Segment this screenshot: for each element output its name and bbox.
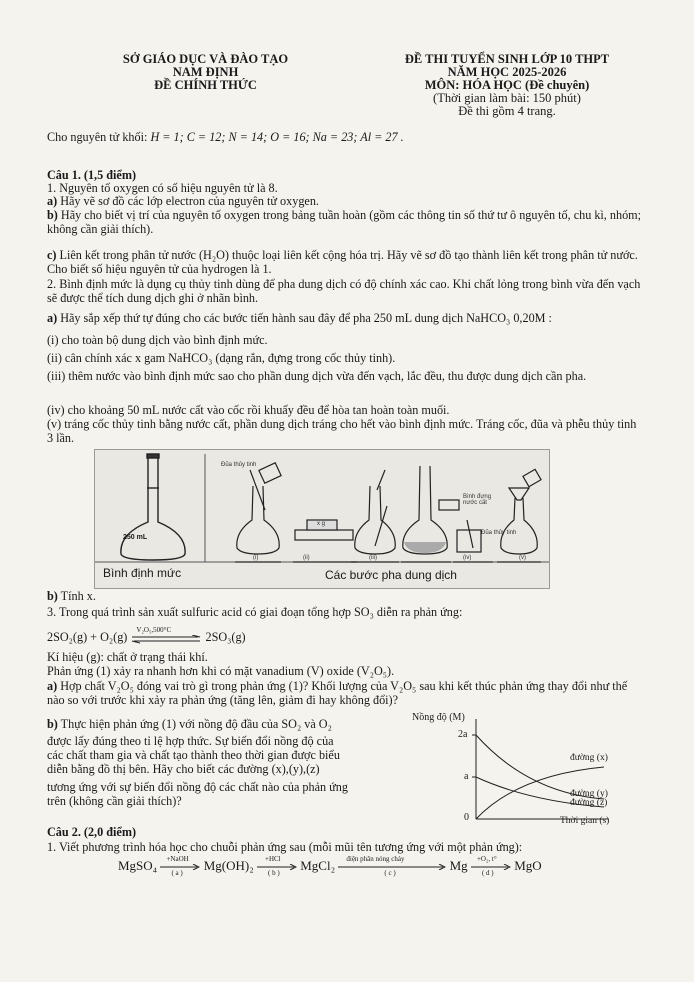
concentration-chart xyxy=(408,712,628,827)
ytick-0: 0 xyxy=(464,812,469,823)
arrow-icon xyxy=(471,864,511,870)
step-i: (i) cho toàn bộ dung dịch vào bình định mức. xyxy=(47,333,268,347)
arrow-c-label: ( c ) xyxy=(384,869,396,878)
caption-flask: Bình định mức xyxy=(103,566,182,580)
wash-bottle xyxy=(439,500,459,510)
q1-1c: c) Liên kết trong phân tử nước (H₂O) thuộc loại liên kết cộng hóa trị. Hãy vẽ sơ đồ tạo thành liên kết trong phân tử nước. Cho biết số hiệu nguyên tử của hydrogen là 1. xyxy=(47,248,638,276)
arrow-c-reagent: điện phân nóng chảy xyxy=(346,855,405,864)
chain-mgo: MgO xyxy=(514,858,542,873)
balance-reading: x g xyxy=(317,521,326,527)
chart-ylabel: Nồng độ (M) xyxy=(412,712,465,723)
q1-3b-line2: được lấy đúng theo tỉ lệ hợp thức. Sự biến đổi nồng độ của xyxy=(47,734,334,748)
chain-arrow-b xyxy=(257,855,297,878)
q1-1a: a) Hãy vẽ sơ đồ các lớp electron của nguyên tử oxygen. xyxy=(47,194,319,208)
step-i-beaker xyxy=(259,463,281,483)
arrow-icon xyxy=(257,864,297,870)
official-label: ĐỀ CHÍNH THỨC xyxy=(154,78,257,92)
label-line-z: đường (z) xyxy=(570,798,608,808)
reaction-1 xyxy=(47,626,246,645)
q1-3b-line3: các chất tham gia và chất tạo thành theo thời gian được biểu xyxy=(47,748,340,762)
step-label-i: (i) xyxy=(253,555,259,561)
arrow-b-reagent: +HCl xyxy=(265,855,281,864)
atomic-masses-values: H = 1; C = 12; N = 14; O = 16; Na = 23; Al = 27 . xyxy=(150,130,404,144)
header-right xyxy=(362,53,652,118)
reaction-condition: V₂O₅,500°C xyxy=(136,626,172,635)
q2-part1: 1. Viết phương trình hóa học cho chuỗi phản ứng sau (mỗi mũi tên tương ứng với một phản ứng): xyxy=(47,840,523,854)
step-v: (v) tráng cốc thủy tinh bằng nước cất, phần dung dịch tráng cho hết vào bình định mức. Tráng cốc, đũa và phễu thủy tinh 3 lần. xyxy=(47,417,637,445)
stirring-rod-label: Đũa thủy tinh xyxy=(221,462,257,468)
note-gas: Kí hiệu (g): chất ở trạng thái khí. xyxy=(47,650,208,664)
q1-3b-line4: diễn bằng đồ thị bên. Hãy cho biết các đường (x),(y),(z) xyxy=(47,762,320,776)
arrow-d-label: ( d ) xyxy=(481,869,494,878)
q1-3b-line1: b) Thực hiện phản ứng (1) với nồng độ đầu của SO₂ và O₂ xyxy=(47,717,332,731)
wash-bottle-label: Bình đựng nước cất xyxy=(463,494,492,506)
school-year: NĂM HỌC 2025-2026 xyxy=(447,65,567,79)
q1-part1: 1. Nguyên tố oxygen có số hiệu nguyên tử là 8. xyxy=(47,181,278,195)
time-limit: (Thời gian làm bài: 150 phút) xyxy=(433,91,581,105)
ytick-2a: 2a xyxy=(458,729,468,740)
reaction-arrow xyxy=(130,626,202,644)
arrow-icon xyxy=(160,864,200,870)
q1-part2: 2. Bình định mức là dụng cụ thủy tinh dùng để pha dung dịch có độ chính xác cao. Khi chất lỏng trong bình vừa đến vạch sẽ được thể tích dung dịch ghi ở nhãn bình. xyxy=(47,277,641,305)
exam-title: ĐỀ THI TUYỂN SINH LỚP 10 THPT xyxy=(404,52,610,66)
q1-1b: b) Hãy cho biết vị trí của nguyên tố oxygen trong bảng tuần hoàn (gồm các thông tin số thứ tư ô nguyên tố, chu kì, nhóm; không cần giải thích). xyxy=(47,208,642,236)
step-label-ii: (ii) xyxy=(303,555,310,561)
dropper xyxy=(377,470,385,490)
chain-arrow-a xyxy=(160,855,200,878)
volumetric-flask-drawing xyxy=(121,454,185,560)
q1-title: Câu 1. (1,5 điểm) xyxy=(47,168,137,182)
reaction-right: 2SO₃(g) xyxy=(205,630,246,644)
chain-arrow-d xyxy=(471,855,511,878)
arrow-a-label: ( a ) xyxy=(171,869,183,878)
label-line-y: đường (y) xyxy=(570,789,608,799)
department: SỞ GIÁO DỤC VÀ ĐÀO TẠO xyxy=(122,52,289,66)
caption-steps: Các bước pha dung dịch xyxy=(325,568,457,582)
reaction-left: 2SO₂(g) + O₂(g) xyxy=(47,630,128,644)
rod-label: Đũa thủy tinh xyxy=(481,530,517,536)
chain-mgso4: MgSO₄ xyxy=(118,858,158,873)
chart-xlabel: Thời gian (s) xyxy=(560,816,610,826)
atomic-masses xyxy=(47,131,404,144)
step-iii-flask xyxy=(355,486,395,554)
step-label-iv: (iv) xyxy=(463,555,472,561)
step-iii: (iii) thêm nước vào bình định mức sao cho phần dung dịch vừa đến vạch, lắc đều, thu được dung dịch cần pha. xyxy=(47,369,587,383)
step-v-flask xyxy=(501,498,537,554)
header-left xyxy=(98,53,313,92)
chain-mgcl2: MgCl₂ xyxy=(300,858,336,873)
reaction-chain xyxy=(118,855,542,878)
chain-mg: Mg xyxy=(449,858,468,873)
dilution-figure xyxy=(94,449,550,589)
q1-2a: a) Hãy sắp xếp thứ tự đúng cho các bước tiến hành sau đây để pha 250 mL dung dịch NaHCO₃ 0,20M : xyxy=(47,311,552,325)
q1-2b: b) Tính x. xyxy=(47,589,96,603)
step-iv-beaker xyxy=(457,530,481,552)
page-count: Đề thi gồm 4 trang. xyxy=(458,104,556,118)
equilibrium-arrow-icon xyxy=(130,635,202,644)
concentration-plot xyxy=(408,715,628,827)
note-vanadium: Phản ứng (1) xảy ra nhanh hơn khi có mặt vanadium (V) oxide (V₂O₅). xyxy=(47,664,395,678)
step-label-v: (v) xyxy=(519,555,526,561)
step-i-flask xyxy=(237,486,279,554)
province: NAM ĐỊNH xyxy=(172,65,239,79)
ytick-a: a xyxy=(464,771,469,782)
flask-volume-label: 250 mL xyxy=(123,534,148,541)
step-iv-rod xyxy=(467,520,473,548)
arrow-icon xyxy=(338,864,446,870)
step-ii: (ii) cân chính xác x gam NaHCO₃ (dạng rắn, đựng trong cốc thủy tinh). xyxy=(47,351,396,365)
label-line-x: đường (x) xyxy=(570,753,608,763)
q1-3b-line5: tương ứng với sự biến đổi nồng độ các chất nào của phản ứng xyxy=(47,780,348,794)
q2-title: Câu 2. (2,0 điểm) xyxy=(47,825,137,839)
step-iv: (iv) cho khoảng 50 mL nước cất vào cốc rồi khuấy đều để hòa tan hoàn toàn muối. xyxy=(47,403,450,417)
q1-3a: a) Hợp chất V₂O₅ đóng vai trò gì trong phản ứng (1)? Khối lượng của V₂O₅ sau khi kết thúc phản ứng thay đổi như thế nào so với trước khi xảy ra phản ứng (tăng lên, giảm đi hay không đổi)? xyxy=(47,679,628,707)
atomic-masses-label: Cho nguyên tử khối: xyxy=(47,130,148,144)
arrow-b-label: ( b ) xyxy=(268,869,280,878)
arrow-a-reagent: +NaOH xyxy=(166,855,189,864)
q1-part3: 3. Trong quá trình sản xuất sulfuric acid có giai đoạn tổng hợp SO₃ diễn ra phản ứng: xyxy=(47,605,463,619)
subject: MÔN: HÓA HỌC (Đề chuyên) xyxy=(424,78,590,92)
q1-3b-line6: trên (không cần giải thích)? xyxy=(47,794,182,808)
step-label-iii: (iii) xyxy=(369,555,377,561)
chain-mgoh2: Mg(OH)₂ xyxy=(203,858,254,873)
step-v-beaker xyxy=(523,469,541,486)
balance-base xyxy=(295,530,353,540)
chain-arrow-c xyxy=(338,855,446,878)
step-drawings xyxy=(235,463,541,562)
funnel xyxy=(509,488,529,500)
arrow-d-reagent: +O₂, t° xyxy=(476,855,497,864)
